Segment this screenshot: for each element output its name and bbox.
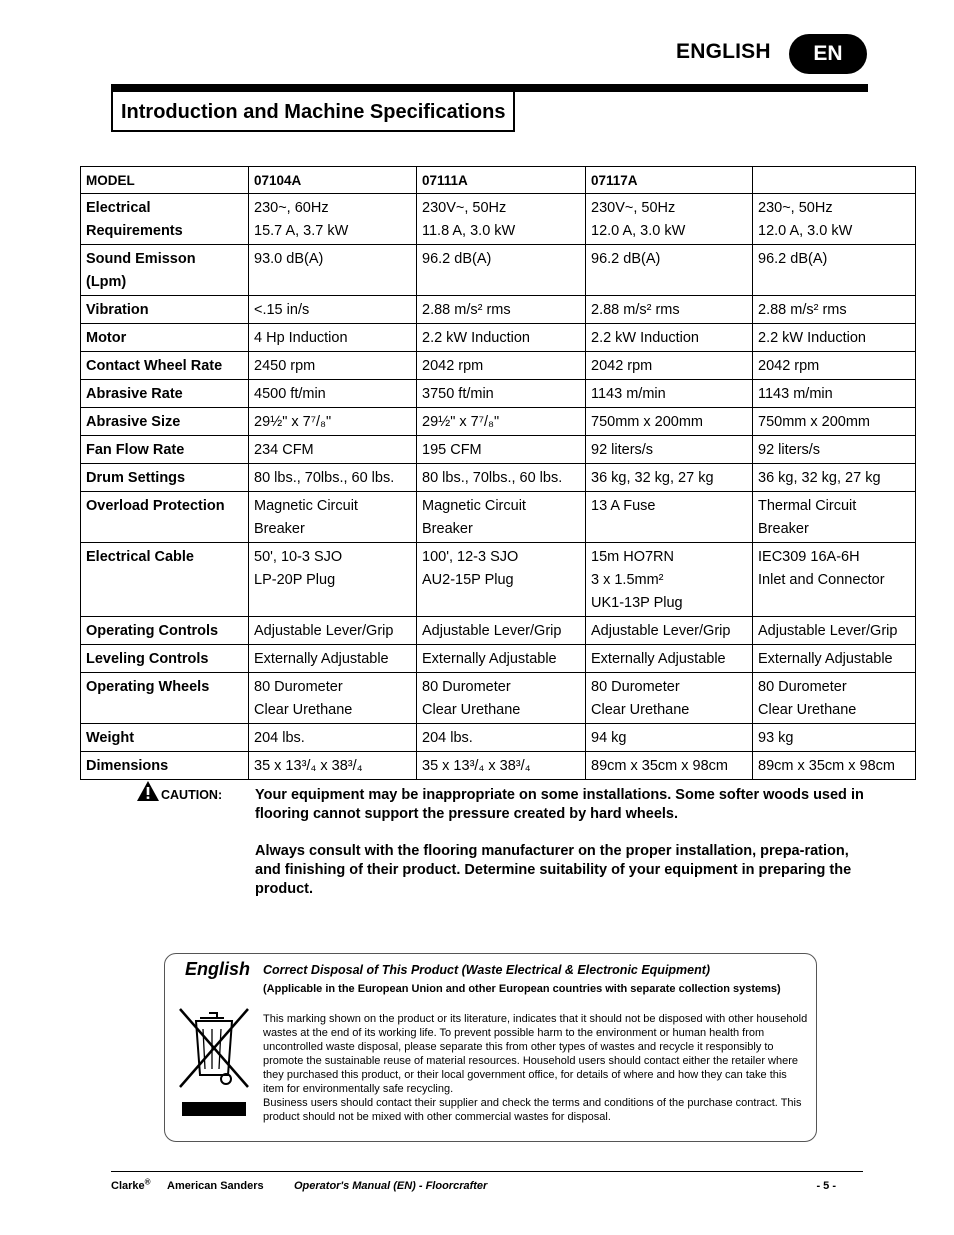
spec-value-cell [417,492,586,543]
spec-value-line: 2042 rpm [591,358,653,374]
spec-value-cell [417,194,586,245]
table-row [81,245,916,296]
spec-value-line: 92 liters/s [591,442,654,458]
spec-value-line: 93.0 dB(A) [254,251,324,267]
spec-label-line: Weight [86,730,135,746]
caution-text [255,786,865,917]
model-number-cell: 07117A [586,167,753,194]
spec-label-line: Contact Wheel Rate [86,358,223,374]
spec-value-line: 3 x 1.5mm² [591,572,664,588]
spec-value-line: 234 CFM [254,442,314,458]
spec-value-cell [586,245,753,296]
spec-label-line: Sound Emisson [86,251,196,267]
spec-label-cell [81,436,249,464]
footer-manual-title: Operator's Manual (EN) - Floorcrafter [294,1180,488,1192]
spec-value-line: Magnetic Circuit [254,498,358,514]
spec-value-line: 2042 rpm [422,358,484,374]
spec-label-cell [81,617,249,645]
spec-value-cell [417,352,586,380]
spec-value-cell [417,380,586,408]
spec-value-line: 2.2 kW Induction [758,330,866,346]
spec-value-cell [753,752,916,780]
spec-value-cell [249,194,417,245]
spec-value-line: UK1-13P Plug [591,595,683,611]
spec-value-line: 230V~, 50Hz [422,200,507,216]
spec-value-line: 29½" x 7⁷/₈" [422,414,500,430]
spec-value-line: 35 x 13³/₄ x 38³/₄ [254,758,363,774]
spec-value-cell [249,464,417,492]
spec-value-line: Externally Adjustable [254,651,389,667]
spec-label-line: Electrical [86,200,151,216]
spec-value-cell [586,408,753,436]
spec-value-line: 12.0 A, 3.0 kW [758,223,853,239]
spec-value-line: 89cm x 35cm x 98cm [758,758,895,774]
spec-value-line: 80 Durometer [591,679,680,695]
spec-value-line: 2450 rpm [254,358,316,374]
table-row [81,492,916,543]
spec-label-cell [81,724,249,752]
spec-value-cell [753,617,916,645]
footer-page-number: - 5 - [816,1180,836,1192]
spec-value-line: 4500 ft/min [254,386,326,402]
spec-label-line: Overload Protection [86,498,225,514]
spec-value-line: Inlet and Connector [758,572,885,588]
spec-value-line: Adjustable Lever/Grip [254,623,394,639]
spec-value-line: 11.8 A, 3.0 kW [422,223,516,239]
spec-label-cell [81,296,249,324]
spec-value-line: 96.2 dB(A) [591,251,661,267]
spec-value-cell [249,543,417,617]
footer-rule [111,1171,863,1172]
table-header-row [81,167,916,194]
model-number-cell: 07111A [417,167,586,194]
spec-label-line: Vibration [86,302,149,318]
spec-value-line: 750mm x 200mm [591,414,704,430]
spec-value-cell [753,296,916,324]
spec-value-cell [417,245,586,296]
spec-value-line: 13 A Fuse [591,498,656,514]
spec-value-line: 230~, 60Hz [254,200,329,216]
spec-label-line: Abrasive Size [86,414,181,430]
spec-value-cell [249,617,417,645]
spec-value-cell [249,492,417,543]
spec-label-line: (Lpm) [86,274,127,290]
spec-value-cell [417,324,586,352]
spec-value-cell [753,194,916,245]
table-row [81,543,916,617]
spec-value-cell [586,380,753,408]
footer-company: American Sanders [167,1180,264,1192]
spec-value-line: 80 lbs., 70lbs., 60 lbs. [422,470,563,486]
spec-value-line: 50', 10-3 SJO [254,549,343,565]
spec-value-line: Clear Urethane [422,702,521,718]
spec-value-cell [753,543,916,617]
weee-subtitle: (Applicable in the European Union and other European countries with separate collection systems) [263,983,781,995]
spec-value-cell [249,296,417,324]
spec-value-cell [586,752,753,780]
spec-value-cell [753,492,916,543]
spec-label-cell [81,464,249,492]
spec-value-cell [753,324,916,352]
table-row [81,645,916,673]
spec-value-line: 92 liters/s [758,442,821,458]
spec-value-line: Clear Urethane [254,702,353,718]
spec-value-line: 230~, 50Hz [758,200,833,216]
spec-value-line: 35 x 13³/₄ x 38³/₄ [422,758,531,774]
spec-value-cell [249,752,417,780]
model-header-cell: MODEL [81,167,249,194]
spec-value-cell [753,464,916,492]
spec-label-cell [81,673,249,724]
spec-value-line: Adjustable Lever/Grip [591,623,731,639]
spec-value-line: 1143 m/min [758,386,833,402]
spec-value-line: 36 kg, 32 kg, 27 kg [758,470,881,486]
spec-value-cell [753,408,916,436]
spec-value-cell [249,324,417,352]
caution-paragraph: Always consult with the flooring manufacturer on the proper installation, prepa-ration, and finishing of their product. Determine suitability of your equipment in preparing the product. [255,843,852,897]
spec-value-line: Externally Adjustable [591,651,726,667]
spec-value-line: 96.2 dB(A) [422,251,492,267]
spec-value-cell [586,352,753,380]
spec-value-cell [586,492,753,543]
spec-value-line: Magnetic Circuit [422,498,526,514]
spec-label-cell [81,408,249,436]
spec-value-line: Clear Urethane [758,702,857,718]
table-row [81,752,916,780]
spec-value-cell [753,436,916,464]
spec-value-line: AU2-15P Plug [422,572,514,588]
table-row [81,408,916,436]
spec-value-cell [753,352,916,380]
spec-value-line: 2.2 kW Induction [591,330,699,346]
spec-value-line: Thermal Circuit [758,498,857,514]
spec-value-cell [417,296,586,324]
footer-brand [111,1177,151,1192]
model-number-cell: 07104A [249,167,417,194]
spec-value-line: 2.88 m/s² rms [758,302,847,318]
spec-label-line: Electrical Cable [86,549,194,565]
weee-paragraph: Business users should contact their supplier and check the terms and conditions of the purchase contract. This product should not be mixed with other commercial wastes for disposal. [263,1097,802,1123]
spec-label-line: Requirements [86,223,183,239]
spec-label-line: Motor [86,330,127,346]
spec-label-cell [81,352,249,380]
spec-value-line: 100', 12-3 SJO [422,549,519,565]
language-label: ENGLISH [676,40,771,63]
table-row [81,352,916,380]
spec-value-line: 204 lbs. [254,730,305,746]
spec-value-cell [753,673,916,724]
spec-value-cell [417,464,586,492]
table-row [81,617,916,645]
spec-value-line: 2042 rpm [758,358,820,374]
spec-value-cell [417,543,586,617]
spec-value-cell [249,408,417,436]
spec-value-line: 204 lbs. [422,730,473,746]
spec-value-cell [586,645,753,673]
spec-value-line: LP-20P Plug [254,572,336,588]
spec-value-cell [586,543,753,617]
spec-value-cell [417,645,586,673]
spec-label-cell [81,380,249,408]
table-row [81,324,916,352]
weee-body [263,1012,808,1124]
spec-value-line: 3750 ft/min [422,386,494,402]
spec-value-line: 2.2 kW Induction [422,330,530,346]
spec-value-cell [586,464,753,492]
spec-value-cell [417,752,586,780]
spec-value-cell [417,673,586,724]
spec-value-line: Breaker [254,521,305,537]
spec-value-line: Breaker [422,521,473,537]
spec-value-cell [249,436,417,464]
spec-value-cell [417,436,586,464]
spec-value-cell [417,724,586,752]
table-row [81,436,916,464]
spec-value-line: 36 kg, 32 kg, 27 kg [591,470,714,486]
header-rule [111,84,868,92]
spec-value-line: 195 CFM [422,442,482,458]
spec-value-cell [586,617,753,645]
spec-value-line: 89cm x 35cm x 98cm [591,758,728,774]
weee-title: Correct Disposal of This Product (Waste Electrical & Electronic Equipment) [263,963,711,977]
table-row [81,296,916,324]
crossed-out-wheelie-bin-icon [176,1003,256,1093]
spec-value-cell [417,617,586,645]
spec-value-cell [417,408,586,436]
spec-value-line: Externally Adjustable [758,651,893,667]
spec-label-line: Abrasive Rate [86,386,183,402]
spec-value-cell [753,645,916,673]
section-title: Introduction and Machine Specifications [111,92,515,132]
spec-value-line: 1143 m/min [591,386,666,402]
spec-value-cell [753,245,916,296]
spec-value-line: 2.88 m/s² rms [591,302,680,318]
spec-value-line: 93 kg [758,730,794,746]
model-number-cell [753,167,916,194]
spec-value-cell [249,380,417,408]
spec-value-line: 80 Durometer [422,679,511,695]
table-row [81,194,916,245]
spec-label-cell [81,543,249,617]
spec-label-cell [81,492,249,543]
spec-value-line: 4 Hp Induction [254,330,348,346]
spec-value-line: 80 lbs., 70lbs., 60 lbs. [254,470,395,486]
spec-value-line: 94 kg [591,730,627,746]
spec-label-line: Leveling Controls [86,651,209,667]
spec-label-cell [81,245,249,296]
spec-label-line: Operating Controls [86,623,219,639]
spec-value-line: 750mm x 200mm [758,414,871,430]
table-row [81,673,916,724]
spec-label-cell [81,645,249,673]
spec-value-line: 15m HO7RN [591,549,674,565]
spec-value-line: 80 Durometer [254,679,343,695]
language-badge: EN [789,34,867,74]
weee-language: English [185,959,251,979]
spec-value-cell [249,245,417,296]
footer-brand-name: Clarke [111,1180,145,1192]
spec-value-cell [249,724,417,752]
spec-value-cell [586,296,753,324]
spec-value-line: 12.0 A, 3.0 kW [591,223,686,239]
weee-paragraph: This marking shown on the product or its literature, indicates that it should not be disposed with other household wastes at the end of its working life. To prevent possible harm to the environment or human health from uncontrolled waste disposal, please separate this from other types of wastes and recycle it responsibly to promote the sustainable reuse of material resources. Household users should contact either the retailer where they purchased this product, or their local government office, for details of where and how they can take this item for environmentally safe recycling. [263,1013,808,1095]
caution-label: CAUTION: [161,788,223,802]
spec-value-cell [586,724,753,752]
spec-value-line: Clear Urethane [591,702,690,718]
specifications-table [80,166,916,780]
spec-label-cell [81,194,249,245]
spec-value-line: Adjustable Lever/Grip [422,623,562,639]
spec-value-line: 230V~, 50Hz [591,200,676,216]
spec-value-cell [586,436,753,464]
spec-value-cell [586,324,753,352]
spec-value-cell [753,380,916,408]
spec-label-line: Dimensions [86,758,169,774]
warning-triangle-icon [137,781,159,801]
table-row [81,724,916,752]
spec-label-cell [81,324,249,352]
spec-value-cell [586,194,753,245]
table-row [81,380,916,408]
spec-value-line: IEC309 16A-6H [758,549,860,565]
spec-value-cell [249,352,417,380]
spec-value-line: 2.88 m/s² rms [422,302,511,318]
caution-paragraph: Your equipment may be inappropriate on some installations. Some softer woods used in flooring cannot support the pressure created by hard wheels. [255,787,864,822]
spec-value-cell [249,673,417,724]
spec-value-cell [753,724,916,752]
spec-label-line: Fan Flow Rate [86,442,185,458]
footer-registered-mark: ® [144,1177,151,1187]
spec-value-line: 29½" x 7⁷/₈" [254,414,332,430]
spec-value-line: Externally Adjustable [422,651,557,667]
spec-value-line: Breaker [758,521,809,537]
spec-value-line: 15.7 A, 3.7 kW [254,223,349,239]
weee-marking-bar [182,1102,246,1116]
table-row [81,464,916,492]
spec-value-cell [586,673,753,724]
spec-label-cell [81,752,249,780]
spec-value-line: 80 Durometer [758,679,847,695]
spec-label-line: Operating Wheels [86,679,210,695]
spec-value-line: <.15 in/s [254,302,310,318]
spec-value-line: 96.2 dB(A) [758,251,828,267]
spec-value-cell [249,645,417,673]
spec-value-line: Adjustable Lever/Grip [758,623,898,639]
spec-label-line: Drum Settings [86,470,186,486]
